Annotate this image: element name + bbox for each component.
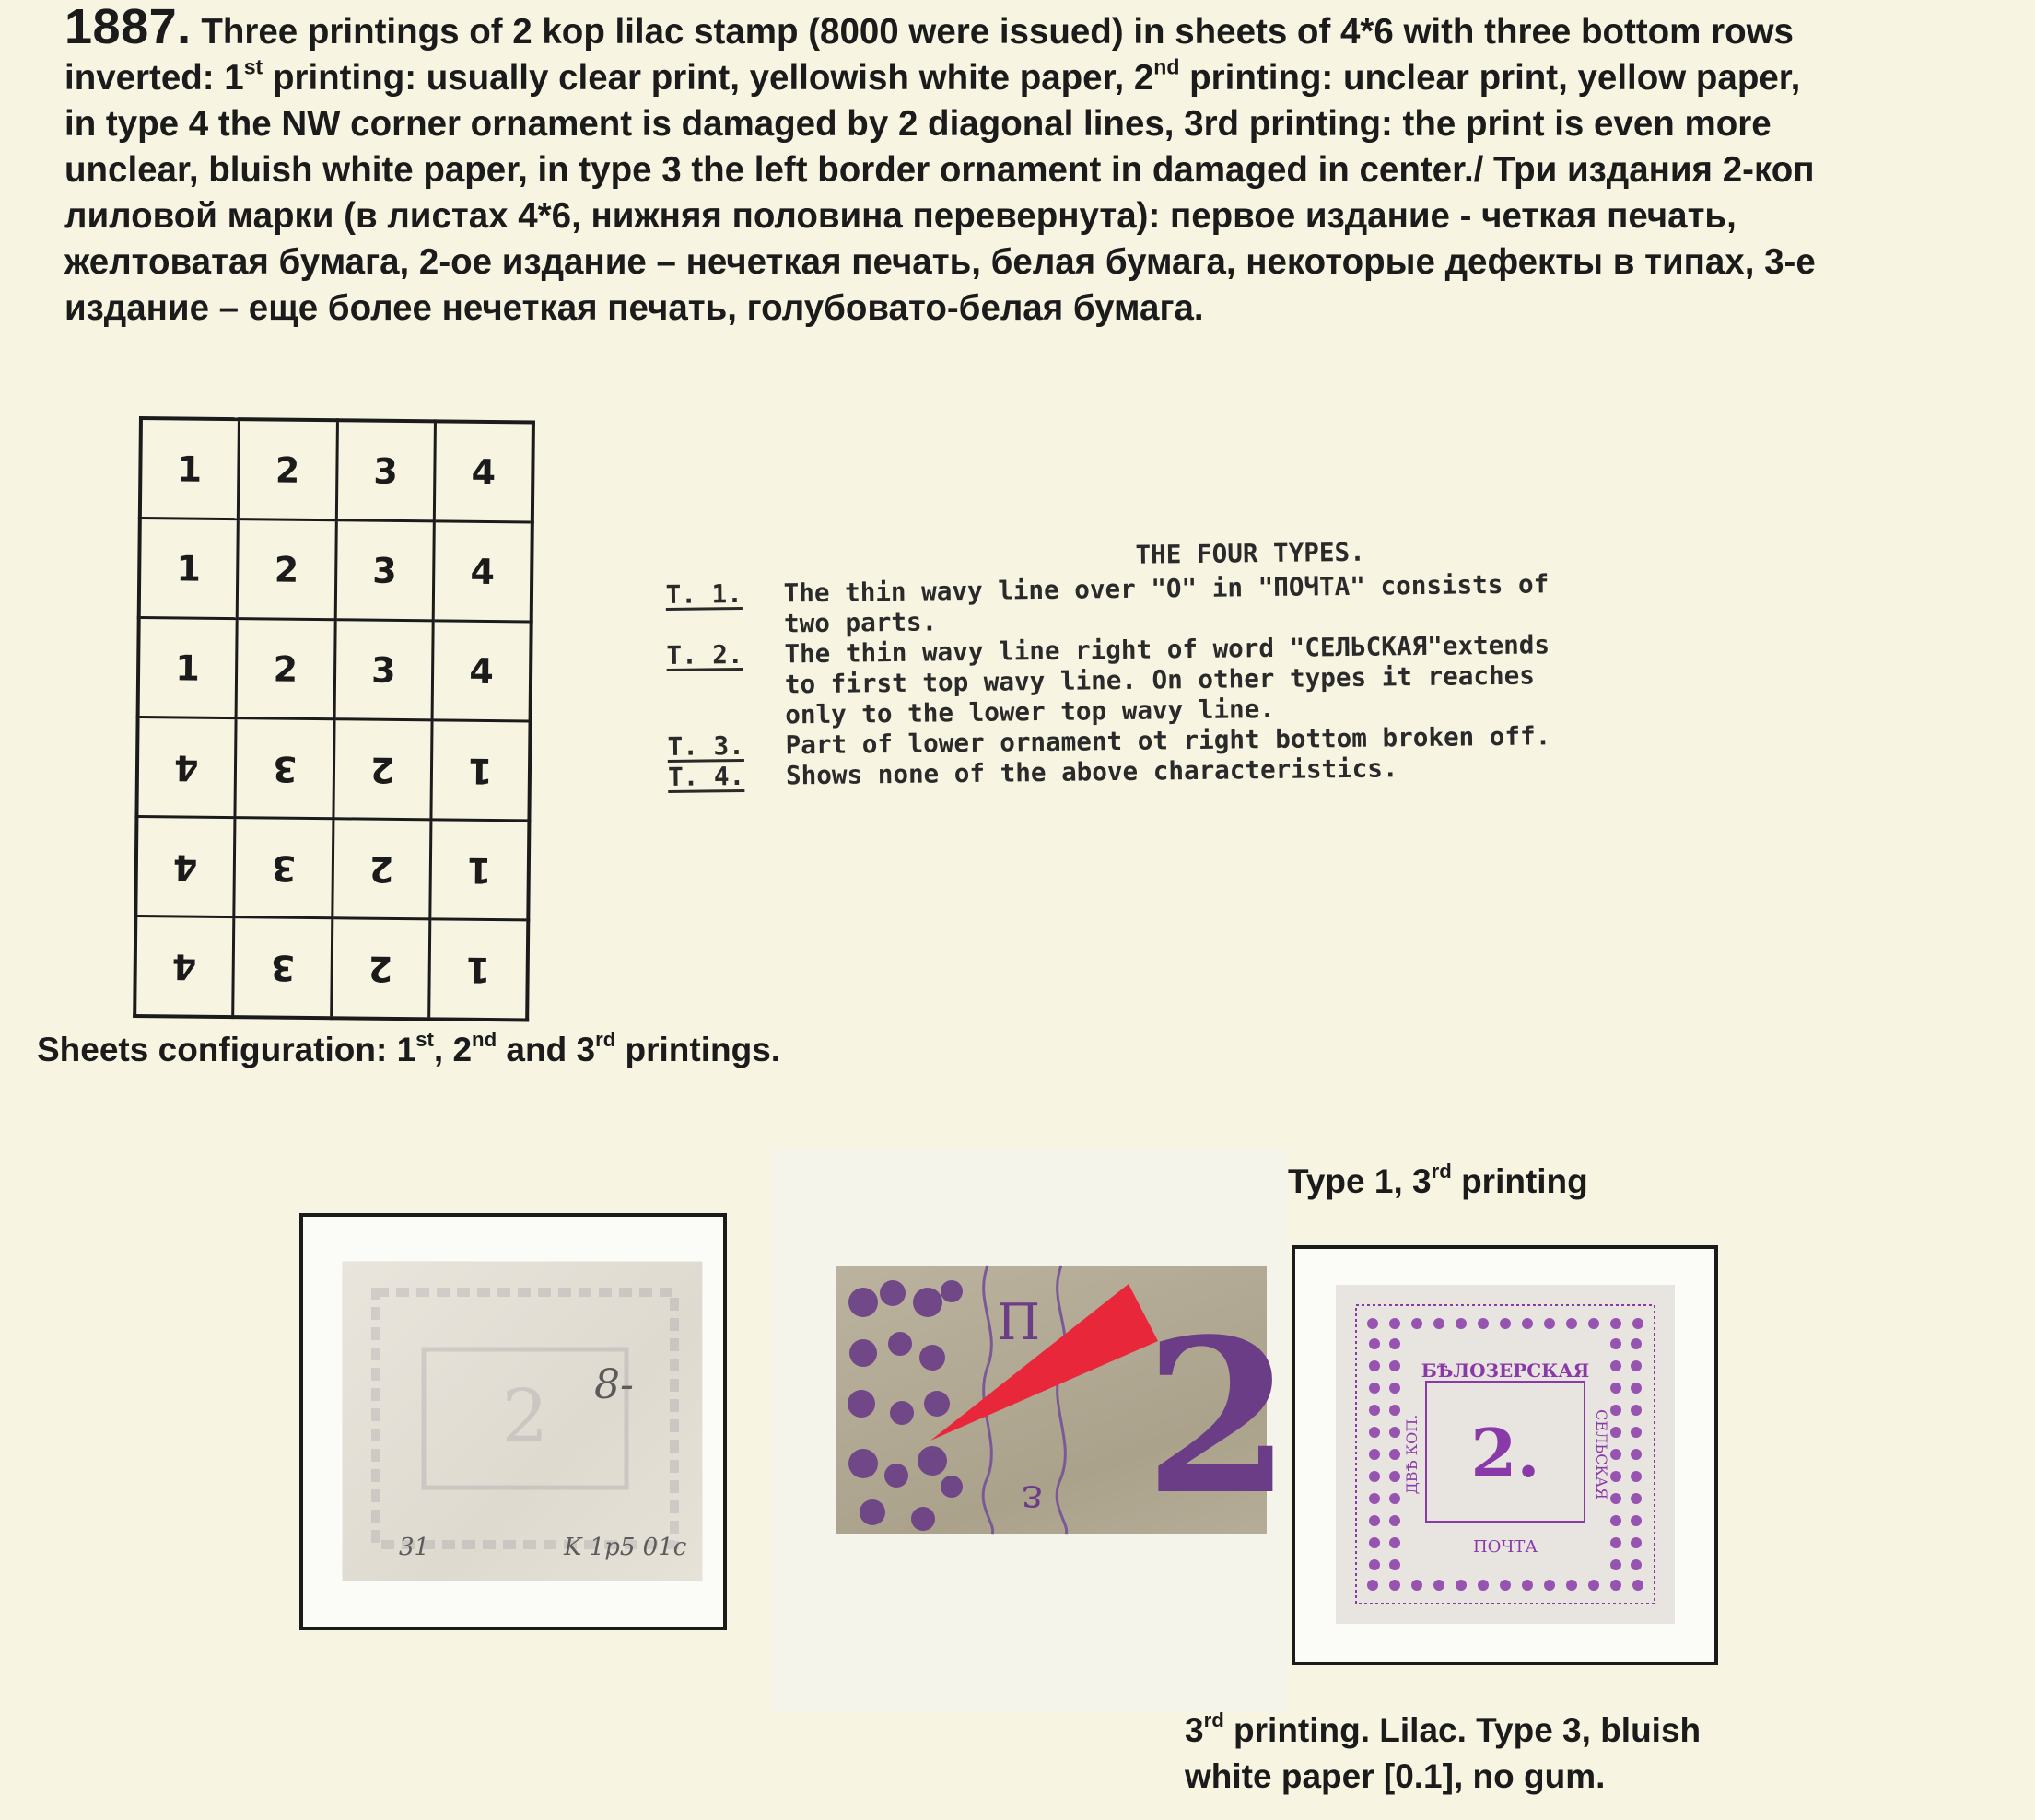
ornament-dot	[1631, 1537, 1642, 1548]
type-entry	[666, 626, 1782, 731]
grid-row	[140, 418, 533, 522]
grid-cell-inverted	[333, 719, 432, 820]
grid-cell-inverted	[429, 919, 529, 1021]
header-line-1: Three printings of 2 kop lilac stamp (8000 were issued) in sheets of 4*6 with three bottom rows	[191, 12, 1794, 52]
type-line: to first top wavy line. On other types it reaches	[784, 659, 1536, 700]
ornament-dot	[1610, 1471, 1621, 1482]
grid-digit: 1	[466, 849, 492, 891]
caption-part: printing	[1451, 1162, 1588, 1200]
ornament-dot	[1610, 1382, 1621, 1394]
ornament-dot	[1456, 1318, 1467, 1329]
ornament-dot	[1610, 1515, 1621, 1526]
ornament-dot	[1369, 1493, 1380, 1504]
caption-line-2: white paper [0.1], no gum.	[1185, 1757, 1606, 1795]
ornament-dot	[1631, 1338, 1642, 1349]
grid-cell-inverted	[332, 819, 431, 919]
ornament-dot	[1610, 1360, 1621, 1371]
sup-st: st	[415, 1028, 434, 1052]
grid-cell-inverted	[430, 820, 530, 920]
header-line-2b: printing: usually clear print, yellowish white paper, 2	[263, 58, 1154, 98]
grid-cell: 4	[433, 521, 532, 622]
grid-cell-inverted	[134, 916, 234, 1017]
enlarged-detail-image	[836, 1266, 1292, 1542]
svg-text:П: П	[997, 1293, 1041, 1351]
ornament-dot	[1588, 1580, 1599, 1591]
grid-row-inverted	[134, 916, 528, 1020]
ornament-dot	[1588, 1318, 1599, 1329]
page-header	[64, 0, 2008, 332]
ornament-dot	[1544, 1580, 1555, 1591]
grid-cell: 1	[139, 519, 239, 619]
grid-digit: 4	[171, 945, 197, 987]
caption-part: printing. Lilac. Type 3, bluish	[1223, 1711, 1702, 1749]
grid-digit: 1	[468, 750, 493, 791]
ornament-dot	[1389, 1360, 1400, 1371]
type-label: T. 1.	[665, 578, 743, 610]
svg-text:2: 2	[501, 1373, 549, 1459]
ornament-dot	[1367, 1318, 1378, 1329]
grid-cell-inverted	[136, 718, 236, 818]
ornament-dot	[1389, 1537, 1400, 1548]
ornament-dot	[1610, 1338, 1621, 1349]
header-line-3: in type 4 the NW corner ornament is damaged by 2 diagonal lines, 3rd printing: the print is even more	[64, 104, 1772, 144]
pencil-mark: 8-	[594, 1361, 634, 1408]
sup-rd: rd	[1203, 1709, 1224, 1732]
stamp-right-text: СЕЛЬСКАЯ	[1593, 1409, 1610, 1499]
ornament-dot	[1566, 1318, 1577, 1329]
ornament-dot	[1631, 1559, 1642, 1570]
stamp-bottom-text: ПОЧТА	[1472, 1537, 1538, 1557]
grid-digit: 2	[368, 848, 394, 890]
sup-nd: nd	[472, 1028, 497, 1052]
ornament-dot	[1566, 1580, 1577, 1591]
ornament-dot	[1631, 1493, 1642, 1504]
grid-row	[138, 618, 532, 721]
header-line-7: издание – еще более нечеткая печать, голубовато-белая бумага.	[64, 288, 1204, 328]
ornament-dot	[1610, 1449, 1621, 1460]
ornament-dot	[1631, 1427, 1642, 1438]
grid-cell: 4	[432, 621, 532, 721]
grid-row	[139, 519, 532, 622]
ornament-dot	[1433, 1580, 1444, 1591]
header-line-2c: printing: unclear print, yellow paper,	[1179, 58, 1801, 98]
ornament-dot	[1610, 1493, 1621, 1504]
ornament-dot	[1610, 1580, 1621, 1591]
ornament-dot	[1369, 1449, 1380, 1460]
sup-rd: rd	[595, 1028, 616, 1052]
ornament-dot	[1522, 1580, 1533, 1591]
type-label: T. 4.	[667, 760, 745, 792]
caption-part: Type 1, 3	[1288, 1162, 1432, 1200]
bottom-caption	[1185, 1708, 1701, 1800]
pencil-number: 31	[399, 1534, 430, 1561]
ornament-dot	[1610, 1318, 1621, 1329]
ornament-dot	[1411, 1318, 1422, 1329]
grid-cell-inverted	[431, 720, 531, 821]
ornament-dot	[1389, 1580, 1400, 1591]
red-pointer-arrow	[930, 1284, 1158, 1441]
caption-part: , 2	[433, 1031, 473, 1068]
catalog-number: 1887.	[64, 0, 192, 54]
type-line: Part of lower ornament ot right bottom broken off.	[785, 720, 1551, 761]
ornament-dot	[1369, 1382, 1380, 1394]
grid-cell: 2	[238, 419, 337, 520]
stamp-value: 2.	[1470, 1414, 1540, 1492]
caption-part: printings.	[615, 1031, 781, 1068]
svg-text:ε: ε	[1022, 1476, 1043, 1523]
ornament-dot	[1478, 1580, 1489, 1591]
four-types-note	[665, 531, 1783, 792]
ornament-dot	[1610, 1427, 1621, 1438]
grid-cell-inverted	[331, 918, 430, 1020]
stamp-front-image	[1336, 1285, 1675, 1624]
ornament-dot	[1389, 1515, 1400, 1526]
grid-digit: 4	[174, 746, 199, 788]
ornament-dot	[1369, 1537, 1380, 1548]
grid-cell-inverted	[135, 816, 235, 916]
grid-row-inverted	[135, 816, 529, 919]
grid-digit: 2	[369, 749, 395, 790]
grid-digit: 3	[271, 847, 297, 889]
ornament-dot	[1367, 1580, 1378, 1591]
ornament-dot	[1500, 1318, 1511, 1329]
type1-caption	[1288, 1162, 1588, 1201]
type-line: The thin wavy line right of word "СЕЛЬСКАЯ"extends	[784, 629, 1550, 670]
ornament-dot	[1369, 1360, 1380, 1371]
ornament-dot	[1478, 1318, 1489, 1329]
grid-digit: 3	[270, 947, 295, 988]
ornament-dot	[1522, 1318, 1533, 1329]
ornament-dot	[1456, 1580, 1467, 1591]
caption-part: and 3	[497, 1031, 596, 1068]
ornament-dot	[1389, 1449, 1400, 1460]
grid-cell: 3	[336, 420, 436, 521]
ornament-dot	[1500, 1580, 1511, 1591]
ornament-dot	[1631, 1471, 1642, 1482]
ornament-dot	[1389, 1382, 1400, 1394]
ornament-dot	[1544, 1318, 1555, 1329]
ornament-dot	[1369, 1515, 1380, 1526]
header-line-4: unclear, bluish white paper, in type 3 the left border ornament in damaged in center./ Три издания 2-коп	[64, 150, 1815, 190]
type-line: The thin wavy line over "O" in "ПОЧТА" consists of	[783, 568, 1550, 609]
ornament-dot	[1632, 1318, 1643, 1329]
type-text	[784, 626, 1782, 729]
ornament-dot	[1369, 1559, 1380, 1570]
grid-cell: 2	[236, 619, 335, 719]
ornament-dot	[1610, 1559, 1621, 1570]
ornament-dot	[1411, 1580, 1422, 1591]
header-line-5: лиловой марки (в листах 4*6, нижняя половина перевернута): первое издание - четкая печать,	[64, 196, 1737, 236]
grid-cell-inverted	[235, 718, 334, 819]
grid-cell: 3	[335, 520, 435, 621]
sup-rd: rd	[1431, 1160, 1452, 1184]
ornament-dot	[1631, 1360, 1642, 1371]
ornament-dot	[1369, 1427, 1380, 1438]
caption-part: 3	[1185, 1711, 1204, 1749]
pencil-note: K 1p5 01c	[564, 1534, 687, 1561]
grid-digit: 3	[272, 748, 298, 789]
ornament-dot	[1389, 1493, 1400, 1504]
sup-nd: nd	[1153, 54, 1180, 79]
grid-digit: 2	[368, 948, 393, 989]
ornament-dot	[1610, 1405, 1621, 1416]
stamp-left-text: ДВѢ КОП.	[1403, 1414, 1421, 1495]
grid-cell: 2	[237, 519, 336, 620]
grid-digit: 4	[172, 846, 198, 888]
ornament-dot	[1369, 1471, 1380, 1482]
grid-cell-inverted	[234, 818, 333, 918]
grid-row-inverted	[136, 718, 530, 821]
svg-text:2: 2	[1144, 1293, 1292, 1542]
type-label: T. 3.	[667, 729, 744, 762]
stamp-design	[1336, 1285, 1675, 1624]
header-line-6: желтоватая бумага, 2-ое издание – нечеткая печать, белая бумага, некоторые дефекты в типах, 3-е	[64, 242, 1816, 282]
ornament-dot	[1610, 1537, 1621, 1548]
type-line: only to the lower top wavy line.	[785, 693, 1276, 730]
sheet-configuration-grid	[133, 416, 535, 1021]
type-line: two parts.	[783, 606, 938, 639]
grid-cell: 1	[140, 418, 240, 519]
stamp-back-show-through	[368, 1285, 682, 1552]
ornament-dot	[1389, 1559, 1400, 1570]
ornament-dot	[1369, 1338, 1380, 1349]
grid-cell-inverted	[233, 917, 333, 1019]
ornament-dot	[1369, 1405, 1380, 1416]
grid-cell: 3	[334, 620, 434, 720]
ornament-dot	[1389, 1338, 1400, 1349]
ornament-dot	[1631, 1382, 1642, 1394]
ornament-dot	[1631, 1405, 1642, 1416]
header-line-2a: inverted: 1	[64, 58, 244, 98]
type-label: T. 2.	[666, 638, 743, 671]
grid-cell: 4	[434, 421, 533, 522]
grid-cell: 1	[138, 618, 238, 718]
type-line: Shows none of the above characteristics.	[785, 752, 1398, 791]
sheets-caption	[37, 1030, 780, 1070]
sup-st: st	[243, 54, 263, 79]
ornament-dot	[1632, 1580, 1643, 1591]
ornament-dot	[1389, 1405, 1400, 1416]
ornament-dot	[1389, 1471, 1400, 1482]
ornament-dot	[1631, 1515, 1642, 1526]
ornament-dot	[1389, 1318, 1400, 1329]
types-title: THE FOUR TYPES.	[1135, 536, 1365, 570]
caption-part: Sheets configuration: 1	[37, 1031, 416, 1068]
ornament-dot	[1631, 1449, 1642, 1460]
stamp-top-text: БѢЛОЗЕРСКАЯ	[1421, 1359, 1590, 1382]
ornament-dot	[1389, 1427, 1400, 1438]
grid-digit: 1	[465, 949, 491, 990]
ornament-dot	[1433, 1318, 1444, 1329]
